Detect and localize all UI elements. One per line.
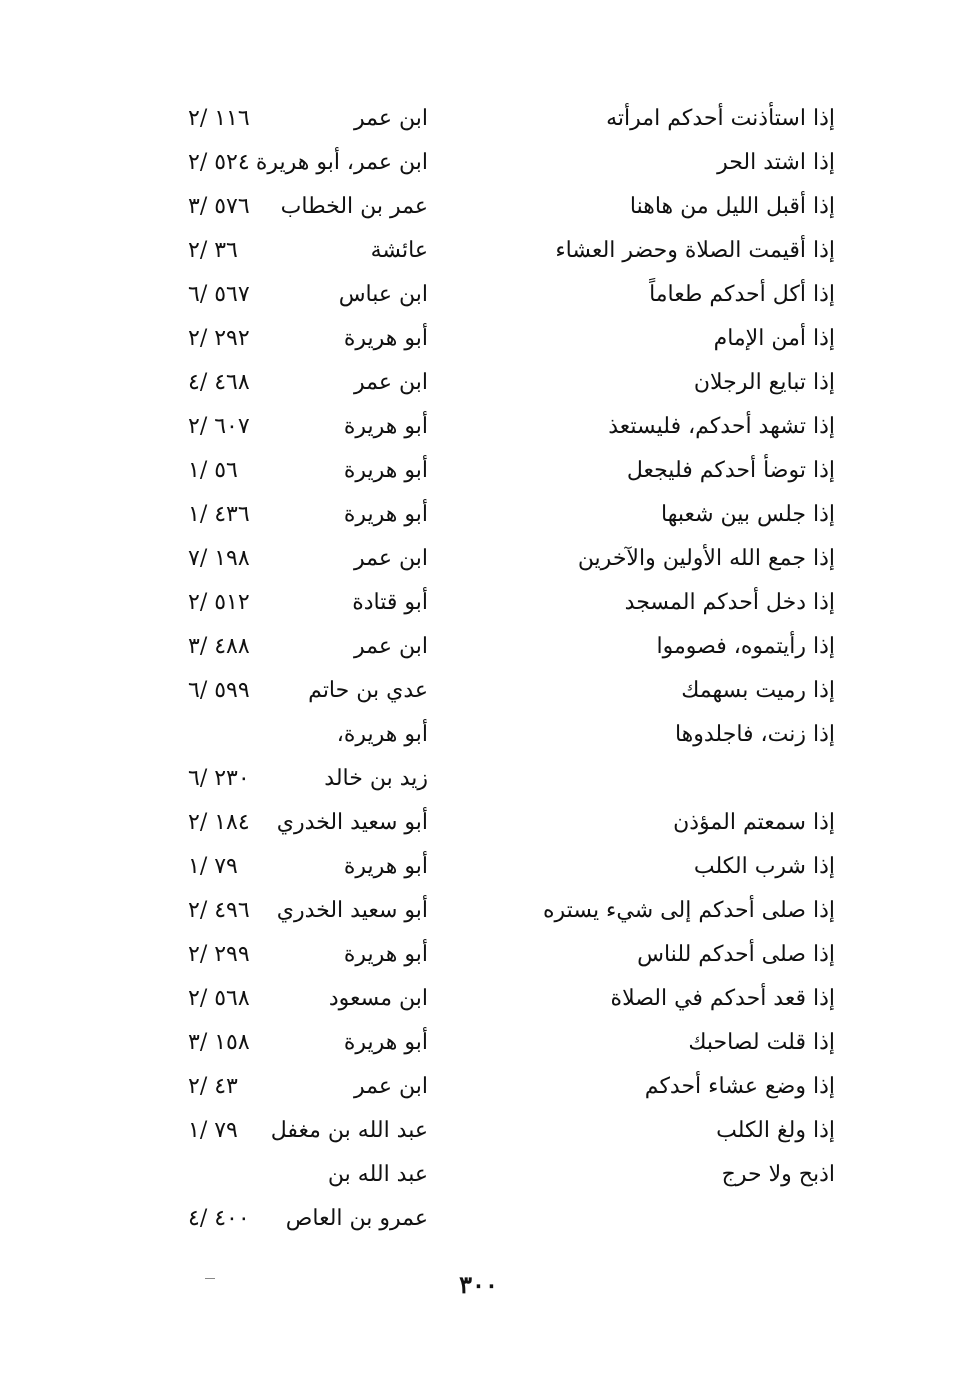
index-row xyxy=(140,186,840,230)
volume-page-ref: ۲/ ۱۱٦ xyxy=(188,106,250,131)
volume-page-ref: ٦/ ٥٦٧ xyxy=(188,282,250,307)
hadith-text: إذا زنت، فاجلدوها xyxy=(674,722,835,747)
volume-page-ref: ۳/ ۱٥۸ xyxy=(188,1030,250,1055)
index-row xyxy=(140,978,840,1022)
hadith-text: إذا أقبل الليل من هاهنا xyxy=(629,194,835,219)
volume-page-ref: ۲/ ۳٦ xyxy=(188,238,238,263)
volume-page-ref: ۱/ ٤۳٦ xyxy=(188,502,250,527)
volume-page-ref: ۳/ ٥٧٦ xyxy=(188,194,250,219)
hadith-text: إذا قلت لصاحبك xyxy=(688,1030,835,1055)
narrator-name: ابن عمر، أبو هريرة xyxy=(255,150,428,175)
hadith-text: إذا أمن الإمام xyxy=(713,326,835,351)
narrator-name: ابن عمر xyxy=(354,106,428,131)
hadith-text: إذا رأيتموه، فصوموا xyxy=(656,634,835,659)
volume-page-ref: ۲/ ٥٦۸ xyxy=(188,986,250,1011)
hadith-text: إذا صلى أحدكم إلى شيء يستره xyxy=(543,898,835,923)
narrator-name: ابن عمر xyxy=(354,370,428,395)
hadith-text: إذا صلى أحدكم للناس xyxy=(637,942,835,967)
index-row xyxy=(140,1066,840,1110)
index-row xyxy=(140,582,840,626)
narrator-name: أبو هريرة xyxy=(343,502,428,527)
hadith-text: إذا أقيمت الصلاة وحضر العشاء xyxy=(555,238,835,263)
narrator-name: أبو هريرة xyxy=(343,458,428,483)
volume-page-ref: ۳/ ٤۸۸ xyxy=(188,634,250,659)
narrator-name: أبو هريرة xyxy=(343,854,428,879)
volume-page-ref: ٤/ ٤۰۰ xyxy=(188,1206,250,1231)
hadith-text: إذا تشهد أحدكم، فليستعذ xyxy=(608,414,835,439)
index-row xyxy=(140,890,840,934)
hadith-text: إذا أكل أحدكم طعاماً xyxy=(649,282,835,307)
volume-page-ref: ۲/ ۲۹۹ xyxy=(188,942,250,967)
narrator-name: عائشة xyxy=(370,238,428,263)
narrator-name: ابن عمر xyxy=(354,634,428,659)
index-row xyxy=(140,494,840,538)
volume-page-ref: ٧/ ۱۹۸ xyxy=(188,546,250,571)
index-row xyxy=(140,406,840,450)
index-row xyxy=(140,98,840,142)
index-row xyxy=(140,318,840,362)
index-row xyxy=(140,846,840,890)
index-row xyxy=(140,142,840,186)
narrator-name: أبو سعيد الخدري xyxy=(276,810,428,835)
narrator-name: ابن عمر xyxy=(354,546,428,571)
volume-page-ref: ٦/ ۲۳۰ xyxy=(188,766,250,791)
volume-page-ref: ۲/ ٦۰٧ xyxy=(188,414,250,439)
narrator-name: أبو هريرة xyxy=(343,1030,428,1055)
index-row xyxy=(140,274,840,318)
hadith-text: إذا جمع الله الأولين والآخرين xyxy=(577,546,835,571)
index-row xyxy=(140,450,840,494)
hadith-text: إذا توضأ أحدكم فليجعل xyxy=(626,458,835,483)
page-number: ۳۰۰ xyxy=(459,1270,498,1299)
hadith-text: إذا استأذنت أحدكم امرأته xyxy=(606,106,835,131)
index-row xyxy=(140,1110,840,1154)
narrator-name: أبو هريرة، xyxy=(336,722,428,747)
index-row xyxy=(140,758,840,802)
hadith-text: إذا تبايع الرجلان xyxy=(693,370,835,395)
hadith-text: إذا جلس بين شعبها xyxy=(661,502,835,527)
index-row xyxy=(140,714,840,758)
hadith-text: إذا دخل أحدكم المسجد xyxy=(624,590,835,615)
index-row xyxy=(140,230,840,274)
volume-page-ref: ۱/ ٧۹ xyxy=(188,1118,238,1143)
hadith-index-table xyxy=(140,98,840,1242)
volume-page-ref: ۲/ ٤۹٦ xyxy=(188,898,250,923)
narrator-name: أبو هريرة xyxy=(343,326,428,351)
narrator-name: أبو سعيد الخدري xyxy=(276,898,428,923)
narrator-name: زيد بن خالد xyxy=(324,766,428,791)
hadith-text: إذا رميت بسهمك xyxy=(681,678,835,703)
index-row xyxy=(140,1198,840,1242)
index-row xyxy=(140,1154,840,1198)
volume-page-ref: ٦/ ٥۹۹ xyxy=(188,678,250,703)
narrator-name: ابن مسعود xyxy=(328,986,428,1011)
volume-page-ref: ۲/ ٥۱۲ xyxy=(188,590,250,615)
scan-mark xyxy=(205,1278,215,1279)
hadith-text: إذا قعد أحدكم في الصلاة xyxy=(610,986,835,1011)
volume-page-ref: ۲/ ۱۸٤ xyxy=(188,810,250,835)
narrator-name: ابن عمر xyxy=(354,1074,428,1099)
index-row xyxy=(140,934,840,978)
volume-page-ref: ۲/ ٥۲٤ xyxy=(188,150,250,175)
hadith-text: إذا شرب الكلب xyxy=(693,854,835,879)
narrator-name: عبد الله بن xyxy=(327,1162,428,1187)
volume-page-ref: ٤/ ٤٦٨ xyxy=(188,370,250,395)
hadith-text: اذبح ولا حرج xyxy=(721,1162,835,1187)
hadith-text: إذا ولغ الكلب xyxy=(716,1118,835,1143)
index-row xyxy=(140,1022,840,1066)
hadith-text: إذا وضع عشاء أحدكم xyxy=(644,1074,835,1099)
narrator-name: أبو هريرة xyxy=(343,942,428,967)
index-row xyxy=(140,802,840,846)
volume-page-ref: ۱/ ٧۹ xyxy=(188,854,238,879)
index-row xyxy=(140,626,840,670)
index-row xyxy=(140,362,840,406)
narrator-name: أبو قتادة xyxy=(352,590,428,615)
volume-page-ref: ۲/ ٤۳ xyxy=(188,1074,238,1099)
index-row xyxy=(140,538,840,582)
narrator-name: عدي بن حاتم xyxy=(308,678,428,703)
hadith-text: إذا سمعتم المؤذن xyxy=(673,810,835,835)
narrator-name: أبو هريرة xyxy=(343,414,428,439)
volume-page-ref: ۲/ ۲۹۲ xyxy=(188,326,250,351)
narrator-name: عمر بن الخطاب xyxy=(280,194,428,219)
narrator-name: ابن عباس xyxy=(338,282,428,307)
narrator-name: عمرو بن العاص xyxy=(285,1206,428,1231)
volume-page-ref: ۱/ ٥٦ xyxy=(188,458,238,483)
index-row xyxy=(140,670,840,714)
hadith-text: إذا اشتد الحر xyxy=(717,150,835,175)
narrator-name: عبد الله بن مغفل xyxy=(270,1118,428,1143)
